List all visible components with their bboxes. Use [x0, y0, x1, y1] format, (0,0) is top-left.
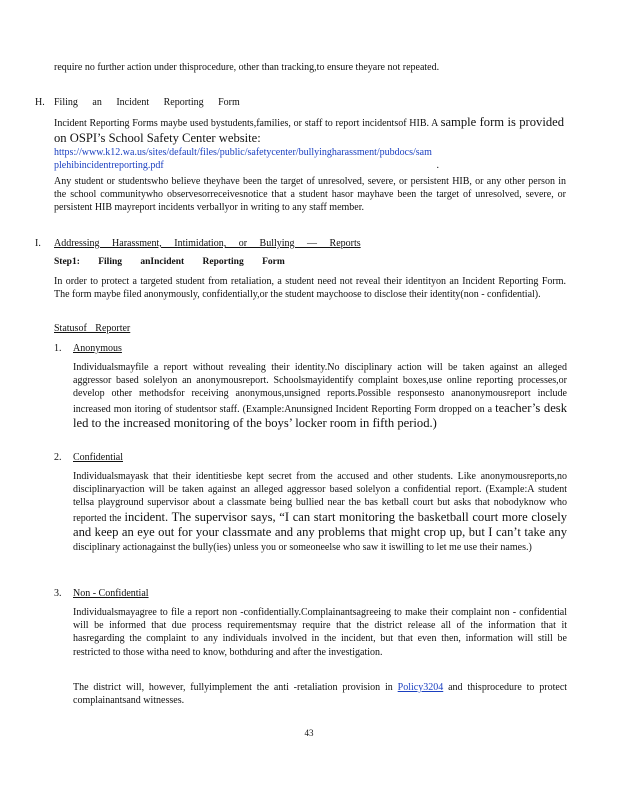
- section-h-paragraph-2: Any student or studentswho believe theyhave been the target of unresolved, severe, or persistent HIB, or any other person in the school communitywho observesorreceivesnotice that a student hasor mayhave been the target of unresolved, severe, or persistent HIB mayreport incidents verballyor in writing to any staff member.: [54, 176, 566, 214]
- status-of-reporter-heading: Statusof Reporter: [54, 323, 131, 334]
- section-h-marker: H.: [35, 97, 45, 108]
- section-h-para-large-text: sample form is provided on OSPI’s School Safety Center website:: [54, 115, 564, 145]
- item-1-paragraph: [73, 361, 567, 432]
- section-h-para-text: Incident Reporting Forms maybe used bystudents,families, or staff to report incidentsof HIB. A: [54, 118, 438, 129]
- item-2-text: Individualsmayask that their identitiesbe kept secret from the accused and other students. Like anonymousreports,no disciplinaryaction will be taken against an alleged aggressor based solelyon a confidential report. (Example:A student tellsa playground supervisor about a classmate being bullied near the bas ketball court but asks that nobodyknow who reported the: [73, 471, 567, 524]
- item-3-number: 3.: [54, 588, 62, 599]
- intro-continuation: require no further action under thisprocedure, other than tracking,to ensure theyare not repeated.: [54, 62, 440, 73]
- item-2-paragraph: [73, 470, 567, 554]
- item-1-text: Individualsmayfile a report without revealing their identity.No disciplinary action will be taken against an alleged aggressor based solelyon an anonymousreport. Schoolsmayidentify complaint boxes,use online reporting processes,or develop other methodsfor receiving anonymous,unsigned reports.Possible responsesto ananonymousreport include increased mon itoring of studentsor staff. (Example:Anunsigned Incident Reporting Form dropped on a: [73, 362, 567, 415]
- page-number: 43: [304, 728, 314, 738]
- item-2-text-end: disciplinary actionagainst the bully(ies) unless you or someoneelse who saw it iswilling to let me use their names.): [73, 541, 532, 553]
- item-1-large-text: teacher’s desk led to the increased monitoring of the boys’ locker room in fifth period.): [73, 400, 568, 431]
- section-i-heading: Addressing Harassment, Intimidation, or Bullying — Reports: [54, 238, 361, 249]
- link-trailing-period: .: [436, 160, 439, 172]
- ospi-sample-form-link[interactable]: https://www.k12.wa.us/sites/default/files/public/safetycenter/bullyingharassment/pubdocs/samplehibincidentreporting.pdf: [54, 147, 432, 172]
- policy-3204-link[interactable]: Policy3204: [397, 682, 444, 693]
- item-2-number: 2.: [54, 452, 62, 463]
- item-3-paragraph: Individualsmayagree to file a report non -confidentially.Complainantsagreeing to make their complaint non - confidential will be informed that due process requirementsmay require that the district release all of the information that it hasregarding the complaint to any individuals involved in the incident, but that even then, information will still be restricted to those witha need to know, bothduring and after the investigation.: [73, 607, 567, 658]
- item-2-large-text: incident. The supervisor says, “I can start monitoring the basketball court more closely and keep an eye out for your classmate and any problems that might crop up, but I can’t take any: [73, 509, 567, 540]
- item-3-title: Non - Confidential: [73, 588, 149, 599]
- item-3-text2-b: and thisprocedure to protect complainantsand witnesses.: [73, 682, 568, 707]
- item-1-number: 1.: [54, 343, 62, 354]
- section-h-heading: Filing an Incident Reporting Form: [54, 97, 240, 108]
- step1-heading: Step1: Filing anIncident Reporting Form: [54, 257, 285, 267]
- section-i-marker: I.: [35, 238, 41, 249]
- item-2-title: Confidential: [73, 452, 123, 463]
- step1-paragraph: In order to protect a targeted student from retaliation, a student need not reveal their identityon an Incident Reporting Form. The form maybe filed anonymously, confidentially,or the student maychoose to disclose their identity(non - confidential).: [54, 276, 566, 301]
- item-3-paragraph-2: [73, 681, 567, 707]
- item-3-text2-a: The district will, however, fullyimplement the anti -retaliation provision in: [73, 682, 393, 693]
- section-h-paragraph: [54, 115, 564, 172]
- item-1-title: Anonymous: [73, 343, 122, 354]
